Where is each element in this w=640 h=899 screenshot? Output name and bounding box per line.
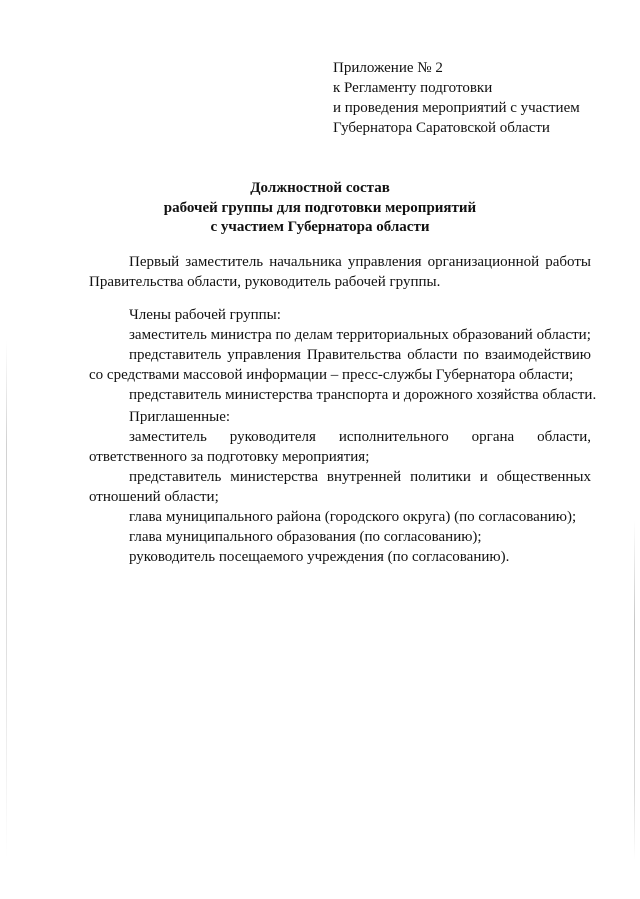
attachment-line-2: к Регламенту подготовки (333, 80, 493, 96)
invited-item-5: руководитель посещаемого учреждения (по согласованию). (129, 549, 510, 565)
attachment-header (333, 58, 580, 138)
lead-line-1: Первый заместитель начальника управления организационной работы (129, 254, 591, 270)
invited-item-2-line-1: представитель министерства внутренней политики и общественных (129, 469, 591, 485)
members-heading: Члены рабочей группы: (129, 307, 281, 323)
invited-item-2-line-2: отношений области; (89, 489, 219, 505)
title-line-1: Должностной состав (250, 180, 390, 196)
members-item-3: представитель министерства транспорта и дорожного хозяйства области. (129, 387, 597, 403)
members-item-2-line-1: представитель управления Правительства области по взаимодействию (129, 347, 591, 363)
attachment-line-1: Приложение № 2 (333, 60, 443, 76)
invited-section (89, 407, 591, 567)
members-item-2-line-2: со средствами массовой информации – пресс-службы Губернатора области; (89, 367, 574, 383)
title-line-2: рабочей группы для подготовки мероприятий (163, 199, 477, 216)
lead-paragraph (89, 252, 591, 292)
document-title (0, 179, 640, 238)
lead-line-2: Правительства области, руководитель рабочей группы. (89, 274, 441, 290)
members-item-1: заместитель министра по делам территориальных образований области; (129, 327, 591, 343)
scan-edge-left (6, 340, 7, 860)
attachment-line-3: и проведения мероприятий с участием (333, 100, 580, 116)
attachment-line-4: Губернатора Саратовской области (333, 120, 550, 136)
title-line-3: с участием Губернатора области (210, 219, 430, 235)
invited-item-3: глава муниципального района (городского округа) (по согласованию); (129, 509, 577, 525)
invited-item-1-line-2: ответственного за подготовку мероприятия; (89, 449, 370, 465)
invited-item-1-line-1: заместитель руководителя исполнительного органа области, (129, 429, 591, 445)
members-section (89, 305, 597, 405)
scan-edge-right (634, 520, 635, 860)
invited-heading: Приглашенные: (129, 409, 231, 425)
invited-item-4: глава муниципального образования (по согласованию); (129, 529, 482, 545)
